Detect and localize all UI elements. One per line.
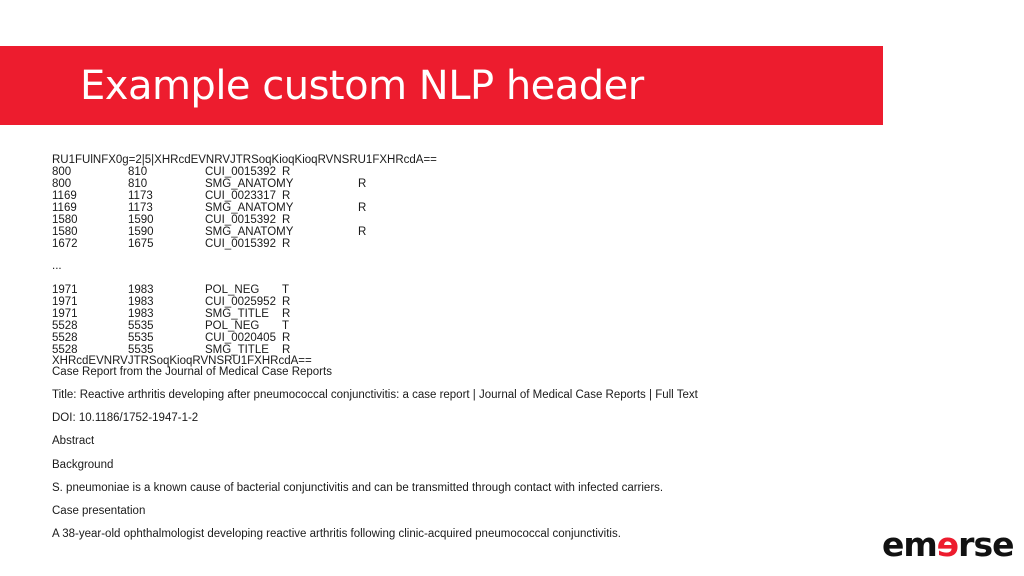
end-offset: 1983	[128, 308, 154, 320]
end-offset: 810	[128, 166, 148, 178]
end-offset: 1675	[128, 238, 154, 250]
concept-code: CUI_0015392	[205, 166, 276, 178]
document-title: Title: Reactive arthritis developing after pneumococcal conjunctivitis: a case report | Journal of Medical Case Reports | Full Text	[52, 389, 698, 401]
end-offset: 810	[128, 178, 148, 190]
start-offset: 800	[52, 166, 72, 178]
concept-code: SMG_ANATOMY	[205, 226, 294, 238]
concept-code: CUI_0015392	[205, 238, 276, 250]
flag: T	[282, 284, 290, 296]
document-doi: DOI: 10.1186/1752-1947-1-2	[52, 412, 199, 424]
end-offset: 1983	[128, 284, 154, 296]
concept-code: SMG_TITLE	[205, 308, 269, 320]
start-offset: 1672	[52, 238, 78, 250]
logo-accent-letter: ɘ	[936, 525, 959, 564]
start-offset: 1971	[52, 284, 78, 296]
flag: R	[282, 344, 291, 356]
flag: T	[282, 320, 290, 332]
end-offset: 5535	[128, 344, 154, 356]
flag: R	[282, 332, 291, 344]
end-offset: 1173	[128, 190, 153, 202]
background-text: S. pneumoniae is a known cause of bacterial conjunctivitis and can be transmitted through contact with infected carriers.	[52, 482, 664, 494]
end-offset: 5535	[128, 332, 154, 344]
concept-code: CUI_0025952	[205, 296, 276, 308]
start-offset: 1971	[52, 296, 78, 308]
flag-alt: R	[358, 202, 367, 214]
flag: R	[282, 296, 291, 308]
end-offset: 5535	[128, 320, 154, 332]
flag: R	[282, 166, 291, 178]
concept-code: SMG_ANATOMY	[205, 202, 294, 214]
flag-alt: R	[358, 178, 367, 190]
flag: R	[282, 214, 291, 226]
flag: R	[282, 308, 291, 320]
concept-code: CUI_0020405	[205, 332, 276, 344]
concept-code: CUI_0023317	[205, 190, 276, 202]
start-offset: 1169	[52, 202, 77, 214]
start-offset: 1169	[52, 190, 77, 202]
encoded-closing-line: XHRcdEVNRVJTRSoqKioqRVNSRU1FXHRcdA==	[52, 355, 312, 367]
end-offset: 1173	[128, 202, 153, 214]
encoded-header-line: RU1FUlNFX0g=2|5|XHRcdEVNRVJTRSoqKioqKioqRVNSRU1FXHRcdA==	[52, 154, 437, 166]
start-offset: 1971	[52, 308, 78, 320]
start-offset: 1580	[52, 214, 78, 226]
section-heading-abstract: Abstract	[52, 435, 95, 447]
emerse-logo	[882, 525, 1013, 564]
concept-code: POL_NEG	[205, 320, 260, 332]
page-title: Example custom NLP header	[80, 63, 644, 109]
case-text: A 38-year-old ophthalmologist developing reactive arthritis following clinic-acquired pneumococcal conjunctivitis.	[52, 528, 621, 540]
section-heading-background: Background	[52, 459, 114, 471]
concept-code: POL_NEG	[205, 284, 260, 296]
flag: R	[282, 238, 291, 250]
flag-alt: R	[358, 226, 367, 238]
start-offset: 5528	[52, 320, 78, 332]
flag: R	[282, 190, 291, 202]
start-offset: 1580	[52, 226, 78, 238]
ellipsis: ...	[52, 260, 62, 272]
concept-code: CUI_0015392	[205, 214, 276, 226]
start-offset: 5528	[52, 332, 78, 344]
start-offset: 5528	[52, 344, 78, 356]
section-heading-case: Case presentation	[52, 505, 146, 517]
concept-code: SMG_TITLE	[205, 344, 269, 356]
logo-text-end: rse	[958, 525, 1014, 564]
title-banner	[0, 46, 883, 125]
start-offset: 800	[52, 178, 72, 190]
concept-code: SMG_ANATOMY	[205, 178, 294, 190]
end-offset: 1590	[128, 226, 154, 238]
end-offset: 1983	[128, 296, 154, 308]
logo-text-start: em	[882, 525, 937, 564]
end-offset: 1590	[128, 214, 154, 226]
document-subtitle: Case Report from the Journal of Medical Case Reports	[52, 366, 332, 378]
